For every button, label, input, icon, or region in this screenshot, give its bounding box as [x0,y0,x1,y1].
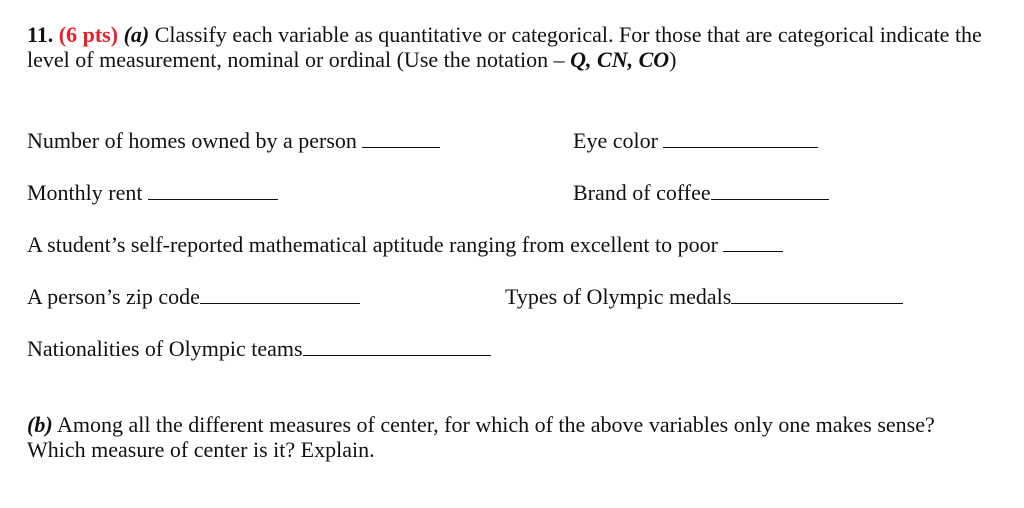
item-coffee-label: Brand of coffee [573,180,711,205]
part-b-text: Among all the different measures of center, for which of the above variables only one makes sense? Which measure of center is it? Explain. [27,412,935,462]
item-medals [505,284,903,310]
item-homes [27,128,440,154]
question-points: (6 pts) [58,22,119,47]
notation-cn: CN [597,47,628,72]
item-nationalities-label: Nationalities of Olympic teams [27,336,303,361]
notation-sep-2: , [627,47,639,72]
answer-blank-eye-color[interactable] [663,129,818,148]
part-a-label: (a) [123,22,150,47]
item-eye-color-label: Eye color [573,128,658,153]
item-coffee [573,180,829,206]
answer-blank-nationalities[interactable] [303,337,491,356]
part-a-close-paren: ) [669,47,677,72]
item-zip [27,284,360,310]
question-11-part-b [27,412,997,462]
item-medals-label: Types of Olympic medals [505,284,732,309]
part-a-instructions: Classify each variable as quantitative or categorical. For those that are categorical indicate the level of measurement, nominal or ordinal (Use the notation – [27,22,982,72]
answer-blank-monthly-rent[interactable] [148,181,278,200]
notation-sep-1: , [586,47,598,72]
item-monthly-rent [27,180,278,206]
part-b-label: (b) [27,412,53,437]
item-aptitude [27,232,783,258]
item-zip-label: A person’s zip code [27,284,200,309]
question-11-part-a [27,22,987,72]
notation-q: Q [570,47,587,72]
answer-blank-homes[interactable] [362,129,440,148]
answer-blank-zip[interactable] [200,285,360,304]
answer-blank-coffee[interactable] [711,181,829,200]
answer-blank-aptitude[interactable] [723,233,783,252]
question-number: 11. [27,22,54,47]
item-homes-label: Number of homes owned by a person [27,128,357,153]
answer-blank-medals[interactable] [731,285,903,304]
item-aptitude-label: A student’s self-reported mathematical aptitude ranging from excellent to poor [27,232,718,257]
item-nationalities [27,336,491,362]
item-monthly-rent-label: Monthly rent [27,180,143,205]
notation-co: CO [638,47,670,72]
item-eye-color [573,128,818,154]
